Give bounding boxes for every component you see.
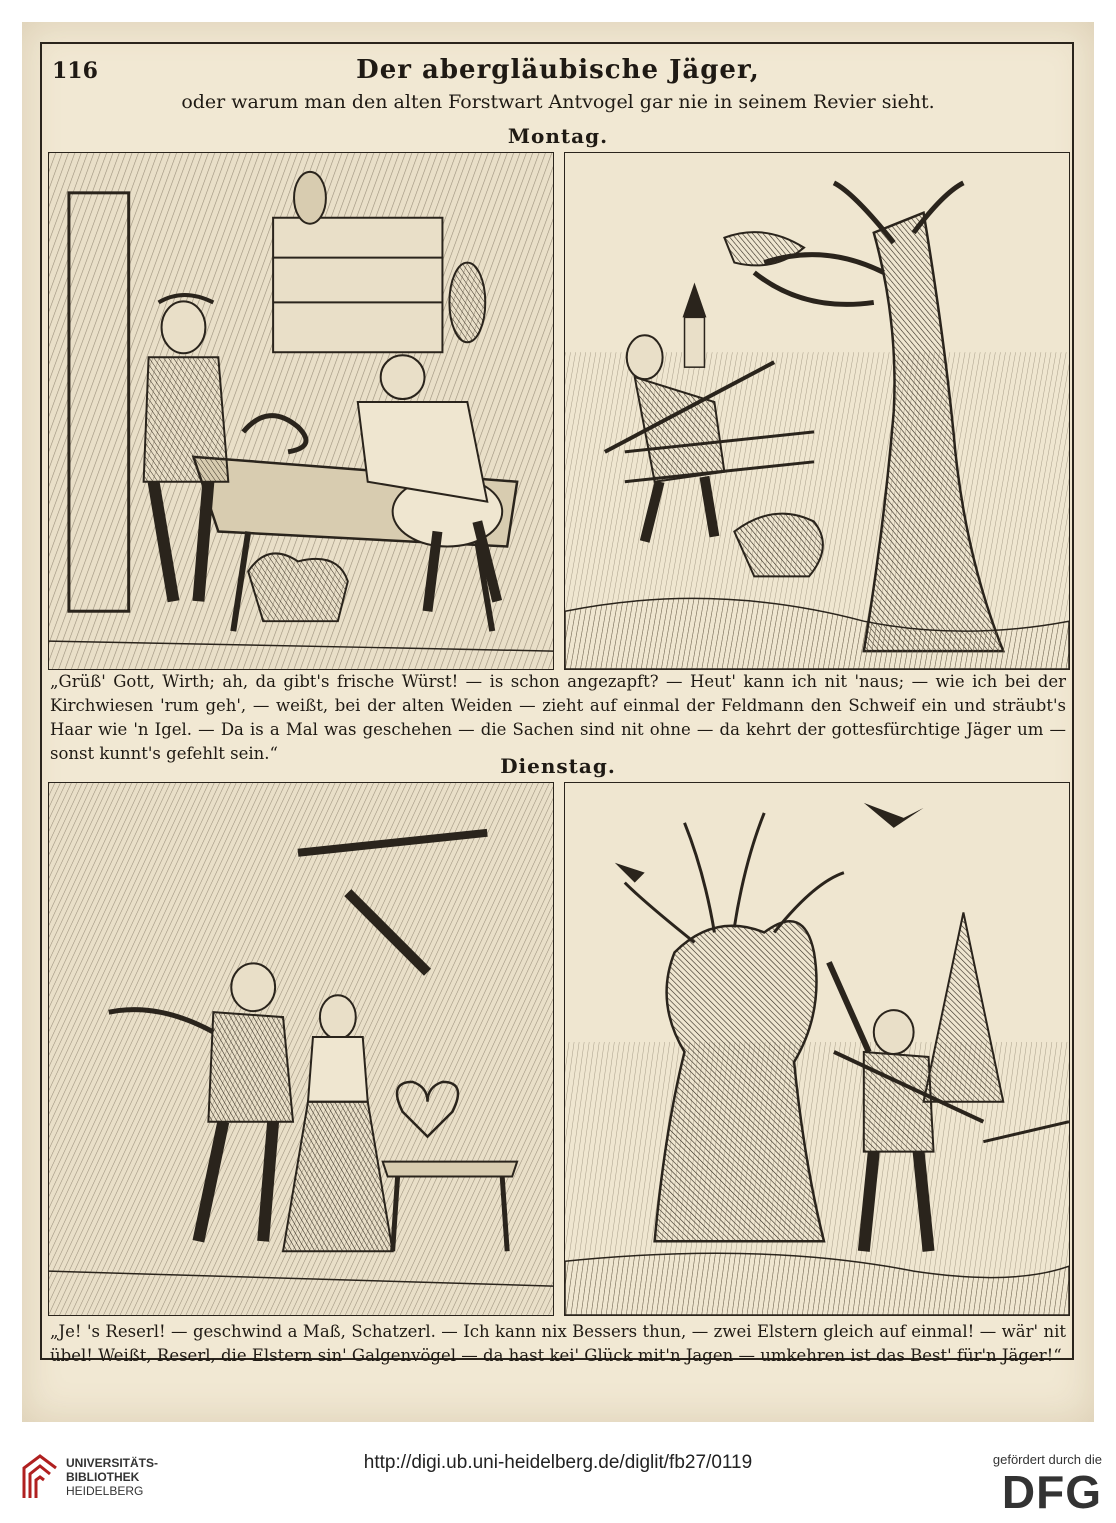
library-name-line3: HEIDELBERG (66, 1484, 144, 1498)
illustration-hunter-at-inn (48, 152, 554, 670)
page-subtitle: oder warum man den alten Forstwart Antvogel gar nie in seinem Revier sieht. (181, 91, 935, 113)
funding-label: gefördert durch die (992, 1452, 1102, 1467)
source-url[interactable]: http://digi.ub.uni-heidelberg.de/diglit/fb27/0119 (363, 1452, 753, 1473)
caption-tuesday: „Je! 's Reserl! — geschwind a Maß, Schatzerl. — Ich kann nix Bessers thun, — zwei Elstern gleich auf einmal! — wär' nit übel! Weißt, Reserl, die Elstern sin' Galgenvögel — da hast kei' Glück mit'n Jagen — umkehren ist das Best' für'n Jäger!“ (50, 1322, 1066, 1365)
dfg-logo: DFG (1001, 1466, 1102, 1518)
illustration-magpies-over-tree (564, 782, 1070, 1316)
caption-monday: „Grüß' Gott, Wirth; ah, da gibt's frische Würst! — is schon angezapft? — Heut' kann ich nit 'naus; — wie ich bei der Kirchwiesen 'rum geh', — weißt, bei der alten Weiden — zieht auf einmal der Feldmann den Schweif ein und sträubt's Haar wie 'n Igel. — Da is a Mal was geschehen — die Sachen sind nit ohne — da kehrt der gottesfürchtige Jäger um — sonst kunnt's gefehlt sein.“ (50, 672, 1066, 763)
section-heading-monday: Montag. (507, 124, 609, 148)
page-title: Der abergläubische Jäger, (356, 55, 760, 85)
page-number: 116 (52, 58, 98, 84)
footer-bar (0, 1430, 1116, 1523)
section-heading-tuesday: Dienstag. (500, 754, 616, 778)
illustration-hunter-by-old-willow (564, 152, 1070, 670)
library-name-line2: BIBLIOTHEK (66, 1470, 140, 1484)
illustration-hunter-with-reserl (48, 782, 554, 1316)
library-name-line1: UNIVERSITÄTS- (66, 1456, 159, 1470)
